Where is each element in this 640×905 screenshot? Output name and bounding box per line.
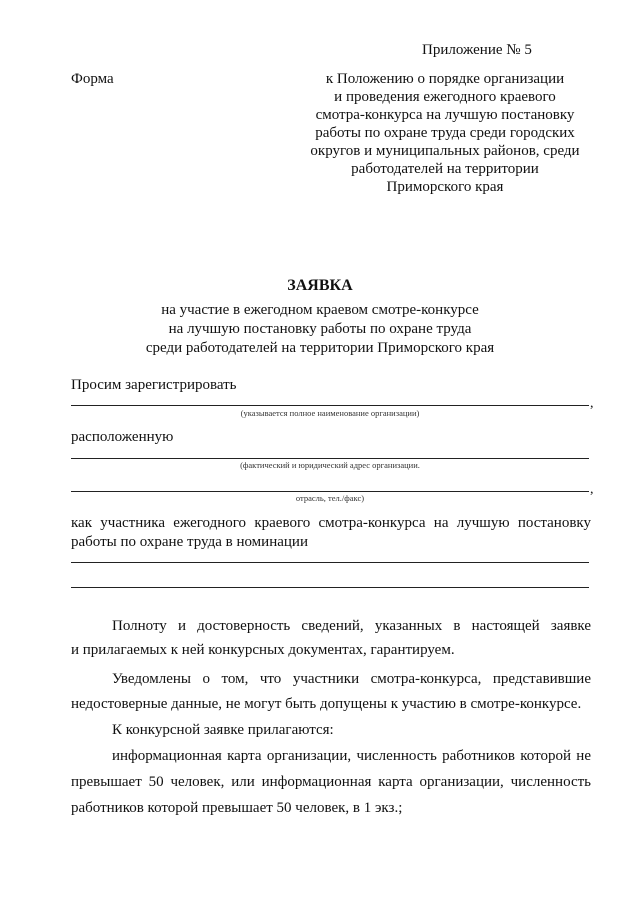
regulation-line: работы по охране труда среди городских xyxy=(315,125,575,141)
nomination-text: как участника ежегодного краевого смотра-конкурса на лучшую постановку xyxy=(71,515,591,531)
address-caption: (фактический и юридический адрес организации. xyxy=(240,460,420,470)
info-card-item: информационная карта организации, численность работников которой не xyxy=(112,748,591,764)
notice-statement: недостоверные данные, не могут быть допущены к участию в смотре-конкурсе. xyxy=(71,696,582,712)
org-name-comma: , xyxy=(590,396,594,411)
regulation-line: Приморского края xyxy=(386,179,504,195)
regulation-line: и проведения ежегодного краевого xyxy=(334,89,556,105)
regulation-line: к Положению о порядке организации xyxy=(325,71,565,87)
info-card-item: превышает 50 человек, или информационная карта организации, численность xyxy=(71,774,591,790)
guarantee-statement: и прилагаемых к ней конкурсных документах, гарантируем. xyxy=(71,642,455,658)
guarantee-statement: Полноту и достоверность сведений, указанных в настоящей заявке xyxy=(112,618,591,634)
org-name-line[interactable] xyxy=(71,405,589,406)
notice-statement: Уведомлены о том, что участники смотра-конкурса, представившие xyxy=(112,671,591,687)
industry-caption: отрасль, тел./факс) xyxy=(295,493,365,503)
nomination-text: работы по охране труда в номинации xyxy=(71,534,308,550)
address-line[interactable] xyxy=(71,458,589,459)
document-title: ЗАЯВКА xyxy=(287,277,353,294)
request-label: Просим зарегистрировать xyxy=(71,377,237,393)
org-name-caption: (указывается полное наименование организации) xyxy=(240,408,420,418)
regulation-line: работодателей на территории xyxy=(351,161,539,177)
located-label: расположенную xyxy=(71,429,174,445)
appendix-number: Приложение № 5 xyxy=(422,42,532,58)
document-subtitle xyxy=(60,301,580,358)
regulation-line: округов и муниципальных районов, среди xyxy=(310,143,580,159)
regulation-line: смотра-конкурса на лучшую постановку xyxy=(315,107,575,123)
form-label: Форма xyxy=(71,71,114,87)
attachments-label: К конкурсной заявке прилагаются: xyxy=(112,722,334,738)
subtitle-line: на участие в ежегодном краевом смотре-конкурсе xyxy=(161,302,479,318)
nomination-line[interactable] xyxy=(71,562,589,563)
industry-line[interactable] xyxy=(71,491,589,492)
subtitle-line: на лучшую постановку работы по охране труда xyxy=(168,321,472,337)
regulation-reference xyxy=(300,70,590,196)
nomination-line[interactable] xyxy=(71,587,589,588)
industry-comma: , xyxy=(590,482,594,497)
info-card-item: работников которой превышает 50 человек, в 1 экз.; xyxy=(71,800,403,816)
subtitle-line: среди работодателей на территории Приморского края xyxy=(145,340,495,356)
